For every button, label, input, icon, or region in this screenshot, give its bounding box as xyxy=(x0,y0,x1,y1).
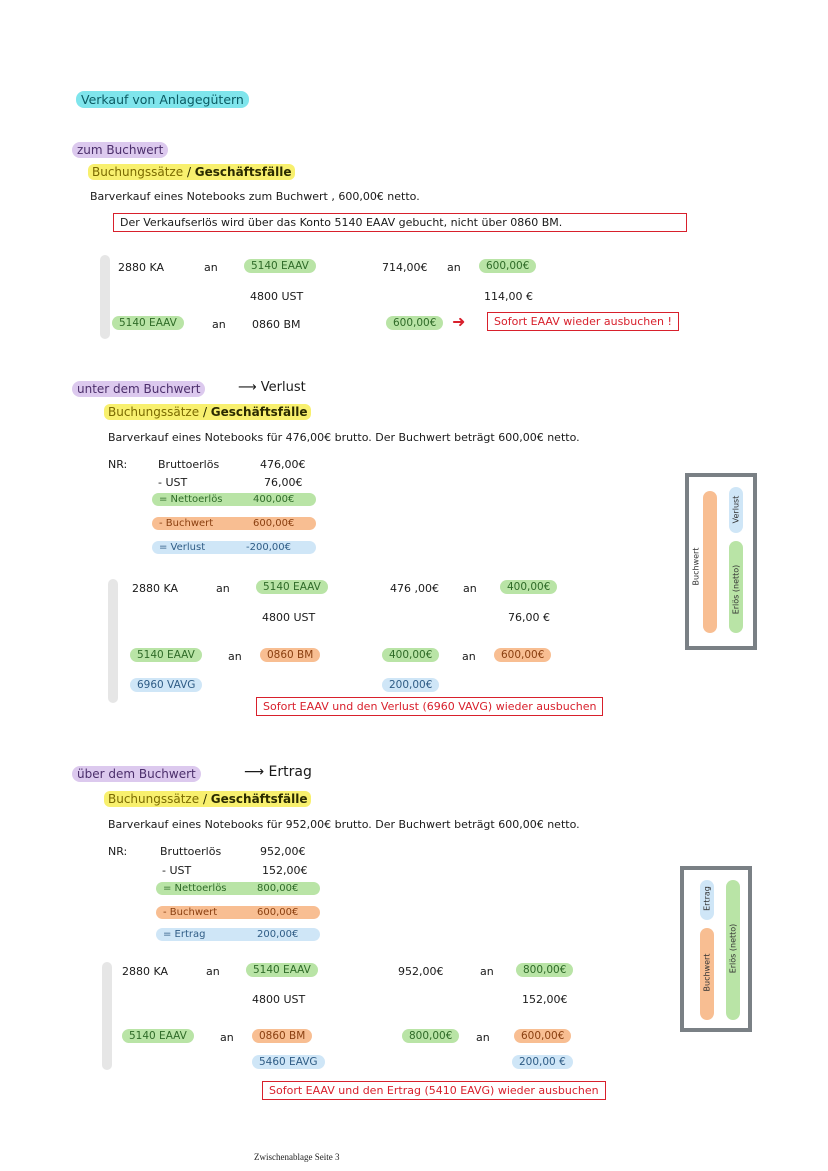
alert-box: Sofort EAAV wieder ausbuchen ! xyxy=(487,312,679,331)
calc-value: 152,00€ xyxy=(262,864,308,877)
an-word: an xyxy=(216,582,230,595)
amount: 114,00 € xyxy=(484,290,533,303)
alert-box: Sofort EAAV und den Verlust (6960 VAVG) wieder ausbuchen xyxy=(256,697,603,716)
amount: 76,00 € xyxy=(508,611,550,624)
credit-account: 5140 EAAV xyxy=(244,259,316,273)
credit-account: 0860 BM xyxy=(260,648,320,662)
section-heading-zum-buchwert: zum Buchwert xyxy=(72,142,168,158)
verlust-label: Verlust xyxy=(731,495,741,524)
buchwert-bar xyxy=(703,491,717,633)
subheading-buchungssaetze: Buchungssätze / Geschäftsfälle xyxy=(88,164,295,180)
debit-account: 6960 VAVG xyxy=(130,678,202,692)
calc-label: Bruttoerlös xyxy=(160,845,222,858)
arrow-right-icon: ⟶ xyxy=(244,764,265,780)
amount-pill: 200,00€ xyxy=(382,678,439,692)
amount-pill: 600,00€ xyxy=(494,648,551,662)
arrow-right-icon: ➜ xyxy=(452,312,466,331)
buchwert-erloes-diagram xyxy=(685,473,757,650)
result-line: ⟶ Ertrag xyxy=(244,764,312,780)
credit-account: 5140 EAAV xyxy=(256,580,328,594)
debit-account: 5140 EAAV xyxy=(112,316,184,330)
section-heading-unter-dem-buchwert: unter dem Buchwert xyxy=(72,381,205,397)
an-word: an xyxy=(447,261,461,274)
erloes-label: Erlös (netto) xyxy=(728,923,738,974)
an-word: an xyxy=(463,582,477,595)
calc-row-buchwert: - Buchwert 600,00€ xyxy=(156,906,320,919)
bracket xyxy=(108,579,118,703)
an-word: an xyxy=(206,965,220,978)
credit-account: 0860 BM xyxy=(252,318,301,331)
calc-row-ertrag: = Ertrag 200,00€ xyxy=(156,928,320,941)
buchwert-label: Buchwert xyxy=(702,953,712,992)
credit-account: 4800 UST xyxy=(252,993,306,1006)
debit-account: 5140 EAAV xyxy=(130,648,202,662)
amount-pill: 400,00€ xyxy=(382,648,439,662)
subheading-buchungssaetze: Buchungssätze / Geschäftsfälle xyxy=(104,404,311,420)
nr-label: NR: xyxy=(108,845,128,858)
debit-account: 5140 EAAV xyxy=(122,1029,194,1043)
calc-row-buchwert: - Buchwert 600,00€ xyxy=(152,517,316,530)
an-word: an xyxy=(204,261,218,274)
amount-pill: 600,00€ xyxy=(479,259,536,273)
credit-account: 5140 EAAV xyxy=(246,963,318,977)
amount-pill: 400,00€ xyxy=(500,580,557,594)
calc-row-netto: = Nettoerlös 800,00€ xyxy=(156,882,320,895)
subheading-buchungssaetze: Buchungssätze / Geschäftsfälle xyxy=(104,791,311,807)
calc-label: - UST xyxy=(158,476,188,489)
calc-label: Bruttoerlös xyxy=(158,458,220,471)
nr-label: NR: xyxy=(108,458,128,471)
an-word: an xyxy=(476,1031,490,1044)
amount-pill: 600,00€ xyxy=(386,316,443,330)
calc-row-verlust: = Verlust -200,00€ xyxy=(152,541,316,554)
buchwert-label: Buchwert xyxy=(691,547,701,586)
amount: 476 ,00€ xyxy=(390,582,439,595)
note-box: Der Verkaufserlös wird über das Konto 5140 EAAV gebucht, nicht über 0860 BM. xyxy=(113,213,687,232)
case-text: Barverkauf eines Notebooks für 476,00€ brutto. Der Buchwert beträgt 600,00€ netto. xyxy=(108,431,580,444)
debit-account: 2880 KA xyxy=(118,261,165,274)
calc-value: 76,00€ xyxy=(264,476,303,489)
bracket xyxy=(102,962,112,1070)
debit-account: 2880 KA xyxy=(132,582,179,595)
buchwert-erloes-diagram xyxy=(680,866,752,1032)
page-title: Verkauf von Anlagegütern xyxy=(76,91,249,108)
amount-pill: 800,00€ xyxy=(402,1029,459,1043)
ertrag-label: Ertrag xyxy=(702,886,712,911)
calc-row-netto: = Nettoerlös 400,00€ xyxy=(152,493,316,506)
credit-account: 0860 BM xyxy=(252,1029,312,1043)
an-word: an xyxy=(212,318,226,331)
arrow-right-icon: ⟶ xyxy=(238,380,257,395)
case-text: Barverkauf eines Notebooks für 952,00€ brutto. Der Buchwert beträgt 600,00€ netto. xyxy=(108,818,580,831)
credit-account: 4800 UST xyxy=(262,611,316,624)
an-word: an xyxy=(462,650,476,663)
bracket xyxy=(100,255,110,339)
amount: 714,00€ xyxy=(382,261,428,274)
amount-pill: 800,00€ xyxy=(516,963,573,977)
case-text: Barverkauf eines Notebooks zum Buchwert , 600,00€ netto. xyxy=(90,190,420,203)
page-footer: Zwischenablage Seite 3 xyxy=(254,1152,340,1162)
an-word: an xyxy=(480,965,494,978)
amount-pill: 200,00 € xyxy=(512,1055,573,1069)
result-line: ⟶ Verlust xyxy=(238,380,306,395)
credit-account: 4800 UST xyxy=(250,290,304,303)
amount: 952,00€ xyxy=(398,965,444,978)
calc-value: 476,00€ xyxy=(260,458,306,471)
calc-label: - UST xyxy=(162,864,192,877)
an-word: an xyxy=(228,650,242,663)
credit-account: 5460 EAVG xyxy=(252,1055,325,1069)
alert-box: Sofort EAAV und den Ertrag (5410 EAVG) wieder ausbuchen xyxy=(262,1081,606,1100)
erloes-label: Erlös (netto) xyxy=(731,564,741,615)
debit-account: 2880 KA xyxy=(122,965,169,978)
calc-value: 952,00€ xyxy=(260,845,306,858)
section-heading-ueber-dem-buchwert: über dem Buchwert xyxy=(72,766,201,782)
an-word: an xyxy=(220,1031,234,1044)
amount-pill: 600,00€ xyxy=(514,1029,571,1043)
amount: 152,00€ xyxy=(522,993,568,1006)
